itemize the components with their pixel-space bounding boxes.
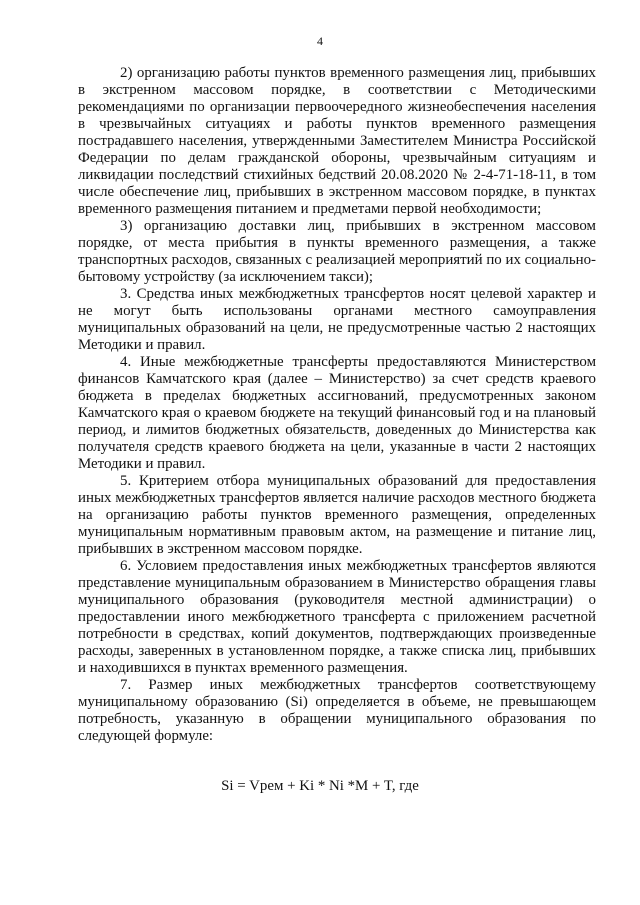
paragraph-item-3-transport: 3) организацию доставки лиц, прибывших в экстренном массовом порядке, от места прибытия в пункты временного размещения, а также транспортных расходов, связанных с реализацией мероприятий по их социально-бытовому устройству (за исключением такси);	[78, 218, 596, 285]
page-number: 4	[317, 34, 323, 48]
paragraph-item-2-accommodation: 2) организацию работы пунктов временного размещения лиц, прибывших в экстренном массовом порядке, в соответствии с Методическими рекомендациями по организации первоочередного жизнеобеспечения населения в чрезвычайных ситуациях и работы пунктов временного размещения пострадавшего населения, утвержденными Заместителем Министра Российской Федерации по делам гражданской обороны, чрезвычайным ситуациям и ликвидации последствий стихийных бедствий 20.08.2020 № 2-4-71-18-11, в том числе обеспечение лиц, прибывших в экстренном массовом порядке, в пунктах временного размещения питанием и предметами первой необходимости;	[78, 65, 596, 217]
paragraph-6-condition: 6. Условием предоставления иных межбюджетных трансфертов являются представление муниципальным образованием в Министерство обращения главы муниципального образования (руководителя местной администрации) о предоставлении иного межбюджетного трансферта с приложением расчетной потребности в средствах, копий документов, подтверждающих произведенные расходы, заверенных в установленном порядке, а также списка лиц, прибывших и находившихся в пунктах временного размещения.	[78, 558, 596, 676]
formula: Si = Vрем + Ki * Ni *M + T, где	[221, 778, 419, 794]
paragraph-4-provision: 4. Иные межбюджетные трансферты предоставляются Министерством финансов Камчатского края (далее – Министерство) за счет средств краевого бюджета в пределах бюджетных ассигнований, предусмотренных законом Камчатского края о краевом бюджете на текущий финансовый год и на плановый период, и лимитов бюджетных обязательств, доведенных до Министерства как получателя средств краевого бюджета на цели, указанные в части 2 настоящих Методики и правил.	[78, 354, 596, 472]
paragraph-5-selection-criterion: 5. Критерием отбора муниципальных образований для предоставления иных межбюджетных трансфертов является наличие расходов местного бюджета на организацию работы пунктов временного размещения, определенных муниципальным нормативным правовым актом, на размещение и питание лиц, прибывших в экстренном массовом порядке.	[78, 473, 596, 557]
document-body	[78, 65, 596, 745]
paragraph-3-targeted-purpose: 3. Средства иных межбюджетных трансфертов носят целевой характер и не могут быть использованы органами местного самоуправления муниципальных образований на цели, не предусмотренные частью 2 настоящих Методики и правил.	[78, 286, 596, 353]
paragraph-7-amount: 7. Размер иных межбюджетных трансфертов соответствующему муниципальному образованию (Si) определяется в объеме, не превышающем потребность, указанную в обращении муниципального образования по следующей формуле:	[78, 677, 596, 744]
